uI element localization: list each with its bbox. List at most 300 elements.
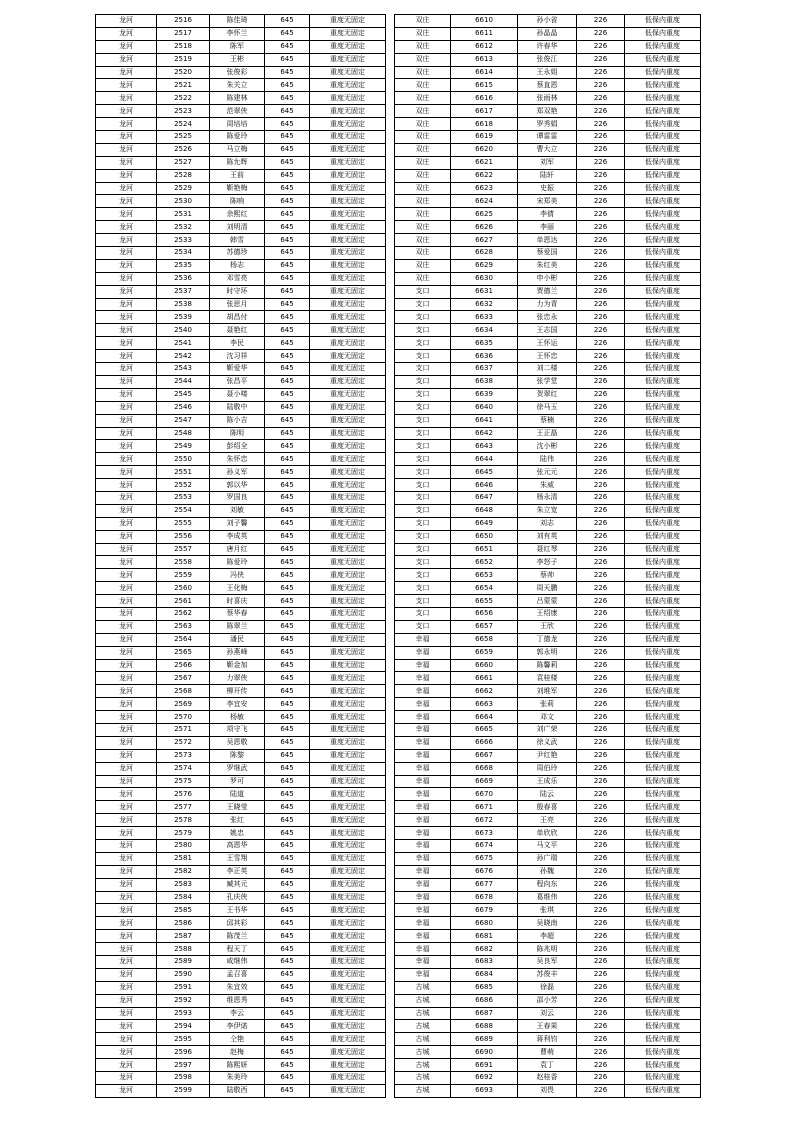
town-cell: 龙河 <box>96 491 157 504</box>
name-cell: 王怀运 <box>518 337 577 350</box>
category-cell: 低保内重度 <box>625 814 701 827</box>
serial-cell: 6651 <box>451 543 518 556</box>
name-cell: 史振 <box>518 182 577 195</box>
serial-cell: 2547 <box>157 414 210 427</box>
amount-cell: 645 <box>265 711 310 724</box>
category-cell: 重度无固定 <box>310 891 386 904</box>
town-cell: 古城 <box>395 1084 451 1097</box>
table-row <box>96 324 386 337</box>
table-row <box>395 453 701 466</box>
amount-cell: 226 <box>577 801 625 814</box>
serial-cell: 2520 <box>157 66 210 79</box>
table-row <box>395 363 701 376</box>
table-row <box>395 272 701 285</box>
name-cell: 张莉 <box>518 698 577 711</box>
serial-cell: 2530 <box>157 195 210 208</box>
amount-cell: 645 <box>265 491 310 504</box>
category-cell: 低保内重度 <box>625 491 701 504</box>
category-cell: 低保内重度 <box>625 1059 701 1072</box>
serial-cell: 2554 <box>157 504 210 517</box>
town-cell: 幸福 <box>395 723 451 736</box>
table-row <box>395 943 701 956</box>
table-row <box>395 221 701 234</box>
table-row <box>96 27 386 40</box>
amount-cell: 226 <box>577 633 625 646</box>
category-cell: 低保内重度 <box>625 775 701 788</box>
table-row <box>96 968 386 981</box>
table-row <box>96 182 386 195</box>
amount-cell: 645 <box>265 15 310 28</box>
name-cell: 李宜安 <box>210 698 265 711</box>
amount-cell: 226 <box>577 595 625 608</box>
amount-cell: 226 <box>577 453 625 466</box>
town-cell: 龙河 <box>96 324 157 337</box>
category-cell: 低保内重度 <box>625 788 701 801</box>
town-cell: 龙河 <box>96 891 157 904</box>
category-cell: 重度无固定 <box>310 182 386 195</box>
table-row <box>96 775 386 788</box>
amount-cell: 645 <box>265 504 310 517</box>
category-cell: 重度无固定 <box>310 337 386 350</box>
amount-cell: 226 <box>577 324 625 337</box>
name-cell: 孟召喜 <box>210 968 265 981</box>
table-row <box>96 1046 386 1059</box>
amount-cell: 645 <box>265 1046 310 1059</box>
town-cell: 幸福 <box>395 646 451 659</box>
name-cell: 刘广荣 <box>518 723 577 736</box>
serial-cell: 6670 <box>451 788 518 801</box>
table-row <box>96 865 386 878</box>
amount-cell: 645 <box>265 827 310 840</box>
name-cell: 臧其元 <box>210 878 265 891</box>
name-cell: 杨志 <box>210 259 265 272</box>
town-cell: 龙河 <box>96 1046 157 1059</box>
town-cell: 龙河 <box>96 375 157 388</box>
name-cell: 陈明 <box>210 427 265 440</box>
town-cell: 龙河 <box>96 169 157 182</box>
amount-cell: 645 <box>265 1084 310 1097</box>
table-row <box>96 633 386 646</box>
town-cell: 支口 <box>395 337 451 350</box>
name-cell: 仝艳 <box>210 1033 265 1046</box>
amount-cell: 226 <box>577 169 625 182</box>
table-row <box>395 53 701 66</box>
name-cell: 李正英 <box>210 865 265 878</box>
serial-cell: 6645 <box>451 466 518 479</box>
category-cell: 重度无固定 <box>310 92 386 105</box>
amount-cell: 226 <box>577 569 625 582</box>
amount-cell: 226 <box>577 814 625 827</box>
serial-cell: 2550 <box>157 453 210 466</box>
town-cell: 幸福 <box>395 865 451 878</box>
amount-cell: 645 <box>265 143 310 156</box>
serial-cell: 6615 <box>451 79 518 92</box>
town-cell: 双庄 <box>395 234 451 247</box>
name-cell: 王春果 <box>518 1020 577 1033</box>
serial-cell: 6672 <box>451 814 518 827</box>
name-cell: 张元元 <box>518 466 577 479</box>
category-cell: 低保内重度 <box>625 195 701 208</box>
amount-cell: 645 <box>265 620 310 633</box>
amount-cell: 645 <box>265 943 310 956</box>
town-cell: 龙河 <box>96 66 157 79</box>
table-row <box>96 92 386 105</box>
amount-cell: 645 <box>265 414 310 427</box>
name-cell: 许春华 <box>518 40 577 53</box>
category-cell: 重度无固定 <box>310 775 386 788</box>
amount-cell: 226 <box>577 685 625 698</box>
serial-cell: 6641 <box>451 414 518 427</box>
town-cell: 古城 <box>395 994 451 1007</box>
name-cell: 孔庆侠 <box>210 891 265 904</box>
town-cell: 龙河 <box>96 259 157 272</box>
category-cell: 低保内重度 <box>625 453 701 466</box>
serial-cell: 2537 <box>157 285 210 298</box>
amount-cell: 645 <box>265 1007 310 1020</box>
town-cell: 龙河 <box>96 543 157 556</box>
serial-cell: 6632 <box>451 298 518 311</box>
category-cell: 重度无固定 <box>310 956 386 969</box>
category-cell: 低保内重度 <box>625 285 701 298</box>
serial-cell: 2535 <box>157 259 210 272</box>
amount-cell: 226 <box>577 840 625 853</box>
amount-cell: 226 <box>577 698 625 711</box>
serial-cell: 6653 <box>451 569 518 582</box>
name-cell: 赵梅 <box>210 1046 265 1059</box>
table-row <box>395 981 701 994</box>
name-cell: 马文平 <box>518 840 577 853</box>
serial-cell: 6613 <box>451 53 518 66</box>
town-cell: 幸福 <box>395 633 451 646</box>
amount-cell: 226 <box>577 337 625 350</box>
serial-cell: 6616 <box>451 92 518 105</box>
category-cell: 重度无固定 <box>310 762 386 775</box>
town-cell: 龙河 <box>96 569 157 582</box>
name-cell: 柳开传 <box>210 685 265 698</box>
name-cell: 朱宜效 <box>210 981 265 994</box>
amount-cell: 226 <box>577 208 625 221</box>
town-cell: 支口 <box>395 620 451 633</box>
serial-cell: 6660 <box>451 659 518 672</box>
amount-cell: 645 <box>265 788 310 801</box>
category-cell: 重度无固定 <box>310 582 386 595</box>
category-cell: 重度无固定 <box>310 904 386 917</box>
town-cell: 龙河 <box>96 840 157 853</box>
serial-cell: 6620 <box>451 143 518 156</box>
category-cell: 重度无固定 <box>310 968 386 981</box>
town-cell: 支口 <box>395 388 451 401</box>
name-cell: 李超 <box>518 930 577 943</box>
table-row <box>395 169 701 182</box>
name-cell: 李民 <box>210 337 265 350</box>
amount-cell: 226 <box>577 1020 625 1033</box>
town-cell: 双庄 <box>395 156 451 169</box>
amount-cell: 645 <box>265 208 310 221</box>
serial-cell: 2597 <box>157 1059 210 1072</box>
table-row <box>395 15 701 28</box>
category-cell: 低保内重度 <box>625 530 701 543</box>
town-cell: 幸福 <box>395 736 451 749</box>
name-cell: 咸继伟 <box>210 956 265 969</box>
table-row <box>395 878 701 891</box>
name-cell: 李成英 <box>210 530 265 543</box>
category-cell: 重度无固定 <box>310 827 386 840</box>
serial-cell: 2572 <box>157 736 210 749</box>
town-cell: 双庄 <box>395 247 451 260</box>
table-row <box>96 466 386 479</box>
serial-cell: 6655 <box>451 595 518 608</box>
right-table <box>394 14 701 1098</box>
category-cell: 低保内重度 <box>625 801 701 814</box>
table-row <box>96 131 386 144</box>
town-cell: 支口 <box>395 491 451 504</box>
amount-cell: 226 <box>577 350 625 363</box>
name-cell: 维恩秀 <box>210 994 265 1007</box>
town-cell: 双庄 <box>395 221 451 234</box>
category-cell: 低保内重度 <box>625 66 701 79</box>
name-cell: 朱威 <box>518 479 577 492</box>
town-cell: 幸福 <box>395 801 451 814</box>
town-cell: 龙河 <box>96 40 157 53</box>
amount-cell: 645 <box>265 453 310 466</box>
category-cell: 重度无固定 <box>310 981 386 994</box>
table-row <box>96 79 386 92</box>
category-cell: 低保内重度 <box>625 234 701 247</box>
category-cell: 重度无固定 <box>310 749 386 762</box>
town-cell: 双庄 <box>395 131 451 144</box>
serial-cell: 6634 <box>451 324 518 337</box>
amount-cell: 226 <box>577 440 625 453</box>
name-cell: 马立梅 <box>210 143 265 156</box>
category-cell: 重度无固定 <box>310 401 386 414</box>
table-row <box>96 749 386 762</box>
amount-cell: 226 <box>577 994 625 1007</box>
serial-cell: 6693 <box>451 1084 518 1097</box>
serial-cell: 6618 <box>451 118 518 131</box>
name-cell: 刘二楼 <box>518 363 577 376</box>
amount-cell: 645 <box>265 607 310 620</box>
name-cell: 张琪 <box>518 904 577 917</box>
name-cell: 苏俊丰 <box>518 968 577 981</box>
category-cell: 重度无固定 <box>310 27 386 40</box>
serial-cell: 6644 <box>451 453 518 466</box>
town-cell: 支口 <box>395 504 451 517</box>
category-cell: 低保内重度 <box>625 607 701 620</box>
name-cell: 王彬 <box>210 53 265 66</box>
amount-cell: 226 <box>577 1084 625 1097</box>
serial-cell: 2541 <box>157 337 210 350</box>
serial-cell: 2589 <box>157 956 210 969</box>
town-cell: 龙河 <box>96 1059 157 1072</box>
name-cell: 殷春喜 <box>518 801 577 814</box>
table-row <box>395 1059 701 1072</box>
table-row <box>395 646 701 659</box>
name-cell: 陆云 <box>518 788 577 801</box>
serial-cell: 2517 <box>157 27 210 40</box>
category-cell: 重度无固定 <box>310 208 386 221</box>
serial-cell: 6675 <box>451 852 518 865</box>
name-cell: 王永姐 <box>518 66 577 79</box>
name-cell: 程天丁 <box>210 943 265 956</box>
town-cell: 古城 <box>395 1072 451 1085</box>
category-cell: 重度无固定 <box>310 646 386 659</box>
name-cell: 吕蒙蒙 <box>518 595 577 608</box>
table-row <box>96 118 386 131</box>
amount-cell: 226 <box>577 182 625 195</box>
town-cell: 龙河 <box>96 788 157 801</box>
table-row <box>395 324 701 337</box>
town-cell: 支口 <box>395 569 451 582</box>
serial-cell: 6633 <box>451 311 518 324</box>
category-cell: 低保内重度 <box>625 723 701 736</box>
name-cell: 唐月红 <box>210 543 265 556</box>
serial-cell: 2548 <box>157 427 210 440</box>
amount-cell: 645 <box>265 930 310 943</box>
town-cell: 龙河 <box>96 79 157 92</box>
name-cell: 葛维伟 <box>518 891 577 904</box>
left-table <box>95 14 386 1098</box>
table-row <box>96 298 386 311</box>
table-row <box>395 956 701 969</box>
table-row <box>395 427 701 440</box>
table-row <box>395 401 701 414</box>
table-row <box>96 762 386 775</box>
name-cell: 周伯玲 <box>518 762 577 775</box>
category-cell: 重度无固定 <box>310 375 386 388</box>
table-row <box>96 453 386 466</box>
category-cell: 重度无固定 <box>310 595 386 608</box>
amount-cell: 645 <box>265 1059 310 1072</box>
table-row <box>96 221 386 234</box>
amount-cell: 226 <box>577 15 625 28</box>
town-cell: 双庄 <box>395 105 451 118</box>
name-cell: 范翠侠 <box>210 105 265 118</box>
name-cell: 陈馨莉 <box>518 659 577 672</box>
name-cell: 王亮 <box>518 814 577 827</box>
serial-cell: 6691 <box>451 1059 518 1072</box>
amount-cell: 645 <box>265 736 310 749</box>
category-cell: 重度无固定 <box>310 234 386 247</box>
name-cell: 陆敬中 <box>210 401 265 414</box>
town-cell: 龙河 <box>96 595 157 608</box>
serial-cell: 2558 <box>157 556 210 569</box>
table-row <box>96 195 386 208</box>
name-cell: 王化梅 <box>210 582 265 595</box>
serial-cell: 6626 <box>451 221 518 234</box>
table-row <box>395 865 701 878</box>
amount-cell: 226 <box>577 762 625 775</box>
amount-cell: 645 <box>265 852 310 865</box>
category-cell: 重度无固定 <box>310 620 386 633</box>
town-cell: 龙河 <box>96 234 157 247</box>
amount-cell: 645 <box>265 749 310 762</box>
amount-cell: 226 <box>577 530 625 543</box>
amount-cell: 645 <box>265 994 310 1007</box>
amount-cell: 226 <box>577 981 625 994</box>
category-cell: 低保内重度 <box>625 40 701 53</box>
name-cell: 蔡爱国 <box>518 247 577 260</box>
amount-cell: 226 <box>577 131 625 144</box>
serial-cell: 6674 <box>451 840 518 853</box>
name-cell: 刘有英 <box>518 530 577 543</box>
category-cell: 低保内重度 <box>625 15 701 28</box>
table-row <box>96 659 386 672</box>
table-row <box>395 517 701 530</box>
town-cell: 支口 <box>395 453 451 466</box>
town-cell: 龙河 <box>96 182 157 195</box>
category-cell: 低保内重度 <box>625 324 701 337</box>
amount-cell: 226 <box>577 53 625 66</box>
table-row <box>395 466 701 479</box>
category-cell: 重度无固定 <box>310 517 386 530</box>
amount-cell: 645 <box>265 156 310 169</box>
town-cell: 幸福 <box>395 840 451 853</box>
name-cell: 聂红琴 <box>518 543 577 556</box>
category-cell: 低保内重度 <box>625 53 701 66</box>
amount-cell: 226 <box>577 788 625 801</box>
serial-cell: 2596 <box>157 1046 210 1059</box>
amount-cell: 645 <box>265 427 310 440</box>
amount-cell: 645 <box>265 66 310 79</box>
name-cell: 王志国 <box>518 324 577 337</box>
table-row <box>395 311 701 324</box>
town-cell: 龙河 <box>96 607 157 620</box>
serial-cell: 2521 <box>157 79 210 92</box>
category-cell: 低保内重度 <box>625 672 701 685</box>
category-cell: 低保内重度 <box>625 479 701 492</box>
amount-cell: 226 <box>577 1033 625 1046</box>
category-cell: 低保内重度 <box>625 517 701 530</box>
serial-cell: 2540 <box>157 324 210 337</box>
serial-cell: 2567 <box>157 672 210 685</box>
amount-cell: 226 <box>577 582 625 595</box>
table-row <box>395 530 701 543</box>
right-table-body <box>395 15 701 1098</box>
name-cell: 宋郑美 <box>518 195 577 208</box>
category-cell: 低保内重度 <box>625 105 701 118</box>
table-row <box>395 543 701 556</box>
town-cell: 龙河 <box>96 1007 157 1020</box>
town-cell: 支口 <box>395 285 451 298</box>
category-cell: 低保内重度 <box>625 259 701 272</box>
table-row <box>395 440 701 453</box>
town-cell: 支口 <box>395 556 451 569</box>
table-row <box>96 414 386 427</box>
name-cell: 孙晶晶 <box>518 27 577 40</box>
amount-cell: 645 <box>265 543 310 556</box>
table-row <box>395 930 701 943</box>
amount-cell: 226 <box>577 466 625 479</box>
amount-cell: 645 <box>265 131 310 144</box>
table-row <box>96 698 386 711</box>
category-cell: 重度无固定 <box>310 350 386 363</box>
name-cell: 刘云 <box>518 1007 577 1020</box>
category-cell: 重度无固定 <box>310 801 386 814</box>
amount-cell: 226 <box>577 1059 625 1072</box>
serial-cell: 2518 <box>157 40 210 53</box>
town-cell: 支口 <box>395 582 451 595</box>
town-cell: 古城 <box>395 1033 451 1046</box>
table-row <box>395 479 701 492</box>
town-cell: 龙河 <box>96 801 157 814</box>
category-cell: 重度无固定 <box>310 105 386 118</box>
serial-cell: 6662 <box>451 685 518 698</box>
town-cell: 双庄 <box>395 92 451 105</box>
town-cell: 幸福 <box>395 956 451 969</box>
amount-cell: 226 <box>577 736 625 749</box>
category-cell: 低保内重度 <box>625 311 701 324</box>
town-cell: 龙河 <box>96 208 157 221</box>
